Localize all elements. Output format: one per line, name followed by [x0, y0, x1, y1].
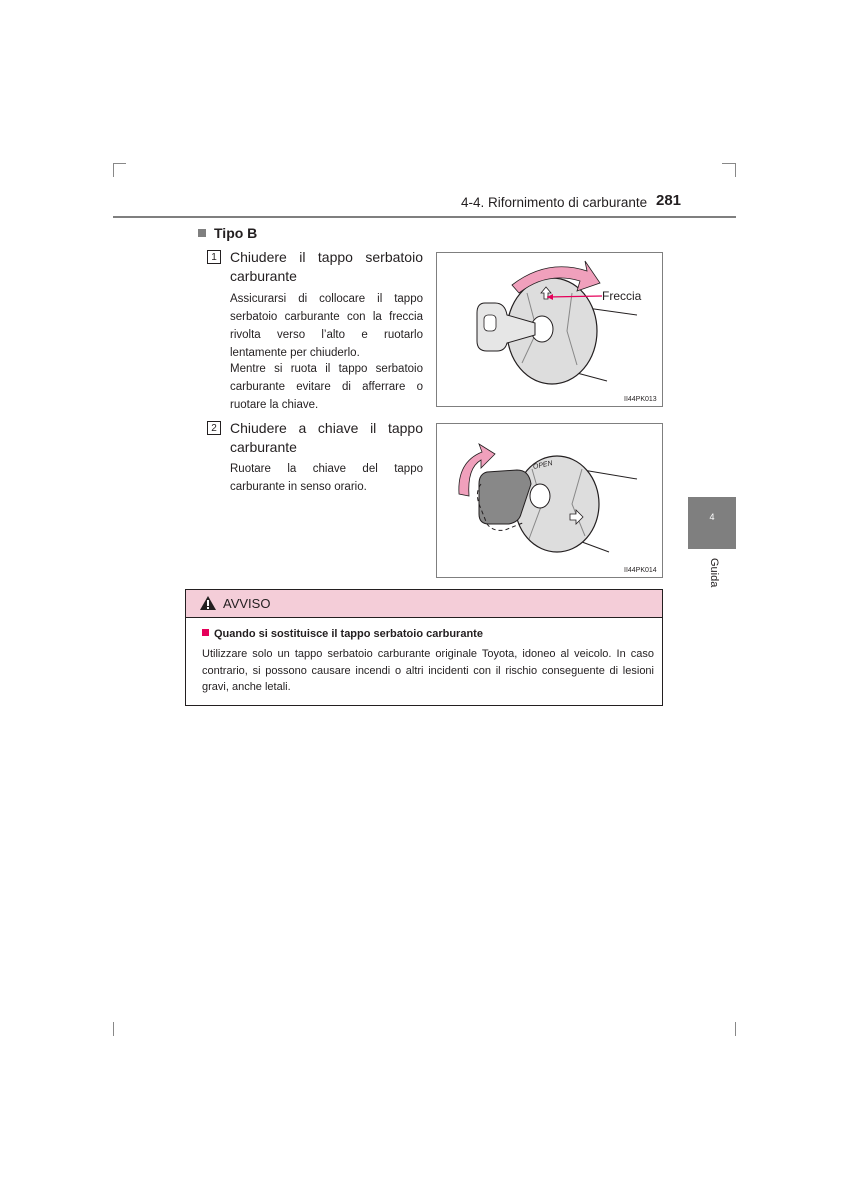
- warning-box: [185, 589, 663, 706]
- open-label: OPEN: [532, 460, 554, 471]
- warning-subtitle-row: [202, 628, 483, 640]
- warning-header: [186, 590, 662, 618]
- fuel-cap-close-illustration: [437, 253, 662, 406]
- pink-bullet-icon: [202, 629, 209, 636]
- crop-mark: [113, 163, 126, 164]
- tipo-title: Tipo B: [214, 225, 258, 241]
- warning-title: AVVISO: [223, 596, 271, 611]
- step-1-title: Chiudere il tappo serbatoio carburante: [230, 249, 423, 284]
- bullet-square-icon: [198, 229, 206, 237]
- step-1-paragraph-1: Assicurarsi di collocare il tappo serbatoio carburante con la freccia rivolta verso l’alto e ruotarlo lentamente per chiuderlo.: [230, 293, 423, 359]
- chapter-tab: 4: [688, 497, 736, 549]
- header-rule: [113, 216, 736, 218]
- step-2-paragraph-1: Ruotare la chiave del tappo carburante in senso orario.: [230, 463, 423, 493]
- figure-2-code: II44PK014: [624, 567, 657, 574]
- step-2-title: Chiudere a chiave il tappo carburante: [230, 420, 423, 455]
- chapter-tab-label: Guida: [708, 558, 720, 588]
- warning-triangle-icon: [199, 595, 217, 611]
- fuel-cap-lock-illustration: [437, 424, 662, 577]
- figure-1-code: II44PK013: [624, 396, 657, 403]
- warning-subtitle: Quando si sostituisce il tappo serbatoio carburante: [214, 628, 483, 640]
- step-1-number: 1: [207, 250, 221, 264]
- figure-1: [436, 252, 663, 407]
- page-number: 281: [656, 192, 682, 209]
- crop-mark: [722, 163, 735, 164]
- crop-mark: [735, 1022, 736, 1036]
- tipo-heading: [198, 225, 257, 241]
- figure-2: [436, 423, 663, 578]
- crop-mark: [735, 163, 736, 177]
- step-2-number: 2: [207, 421, 221, 435]
- crop-mark: [113, 163, 114, 177]
- freccia-callout: Freccia: [602, 289, 642, 303]
- warning-text: Utilizzare solo un tappo serbatoio carburante originale Toyota, idoneo al veicolo. In caso contrario, si possono causare incendi o altri incidenti con il rischio conseguente di lesioni gravi, anche letali.: [202, 648, 654, 693]
- step-1-paragraph-2: Mentre si ruota il tappo serbatoio carburante evitare di afferrare o ruotare la chiave.: [230, 363, 423, 411]
- crop-mark: [113, 1022, 114, 1036]
- section-title: 4-4. Rifornimento di carburante: [461, 195, 648, 210]
